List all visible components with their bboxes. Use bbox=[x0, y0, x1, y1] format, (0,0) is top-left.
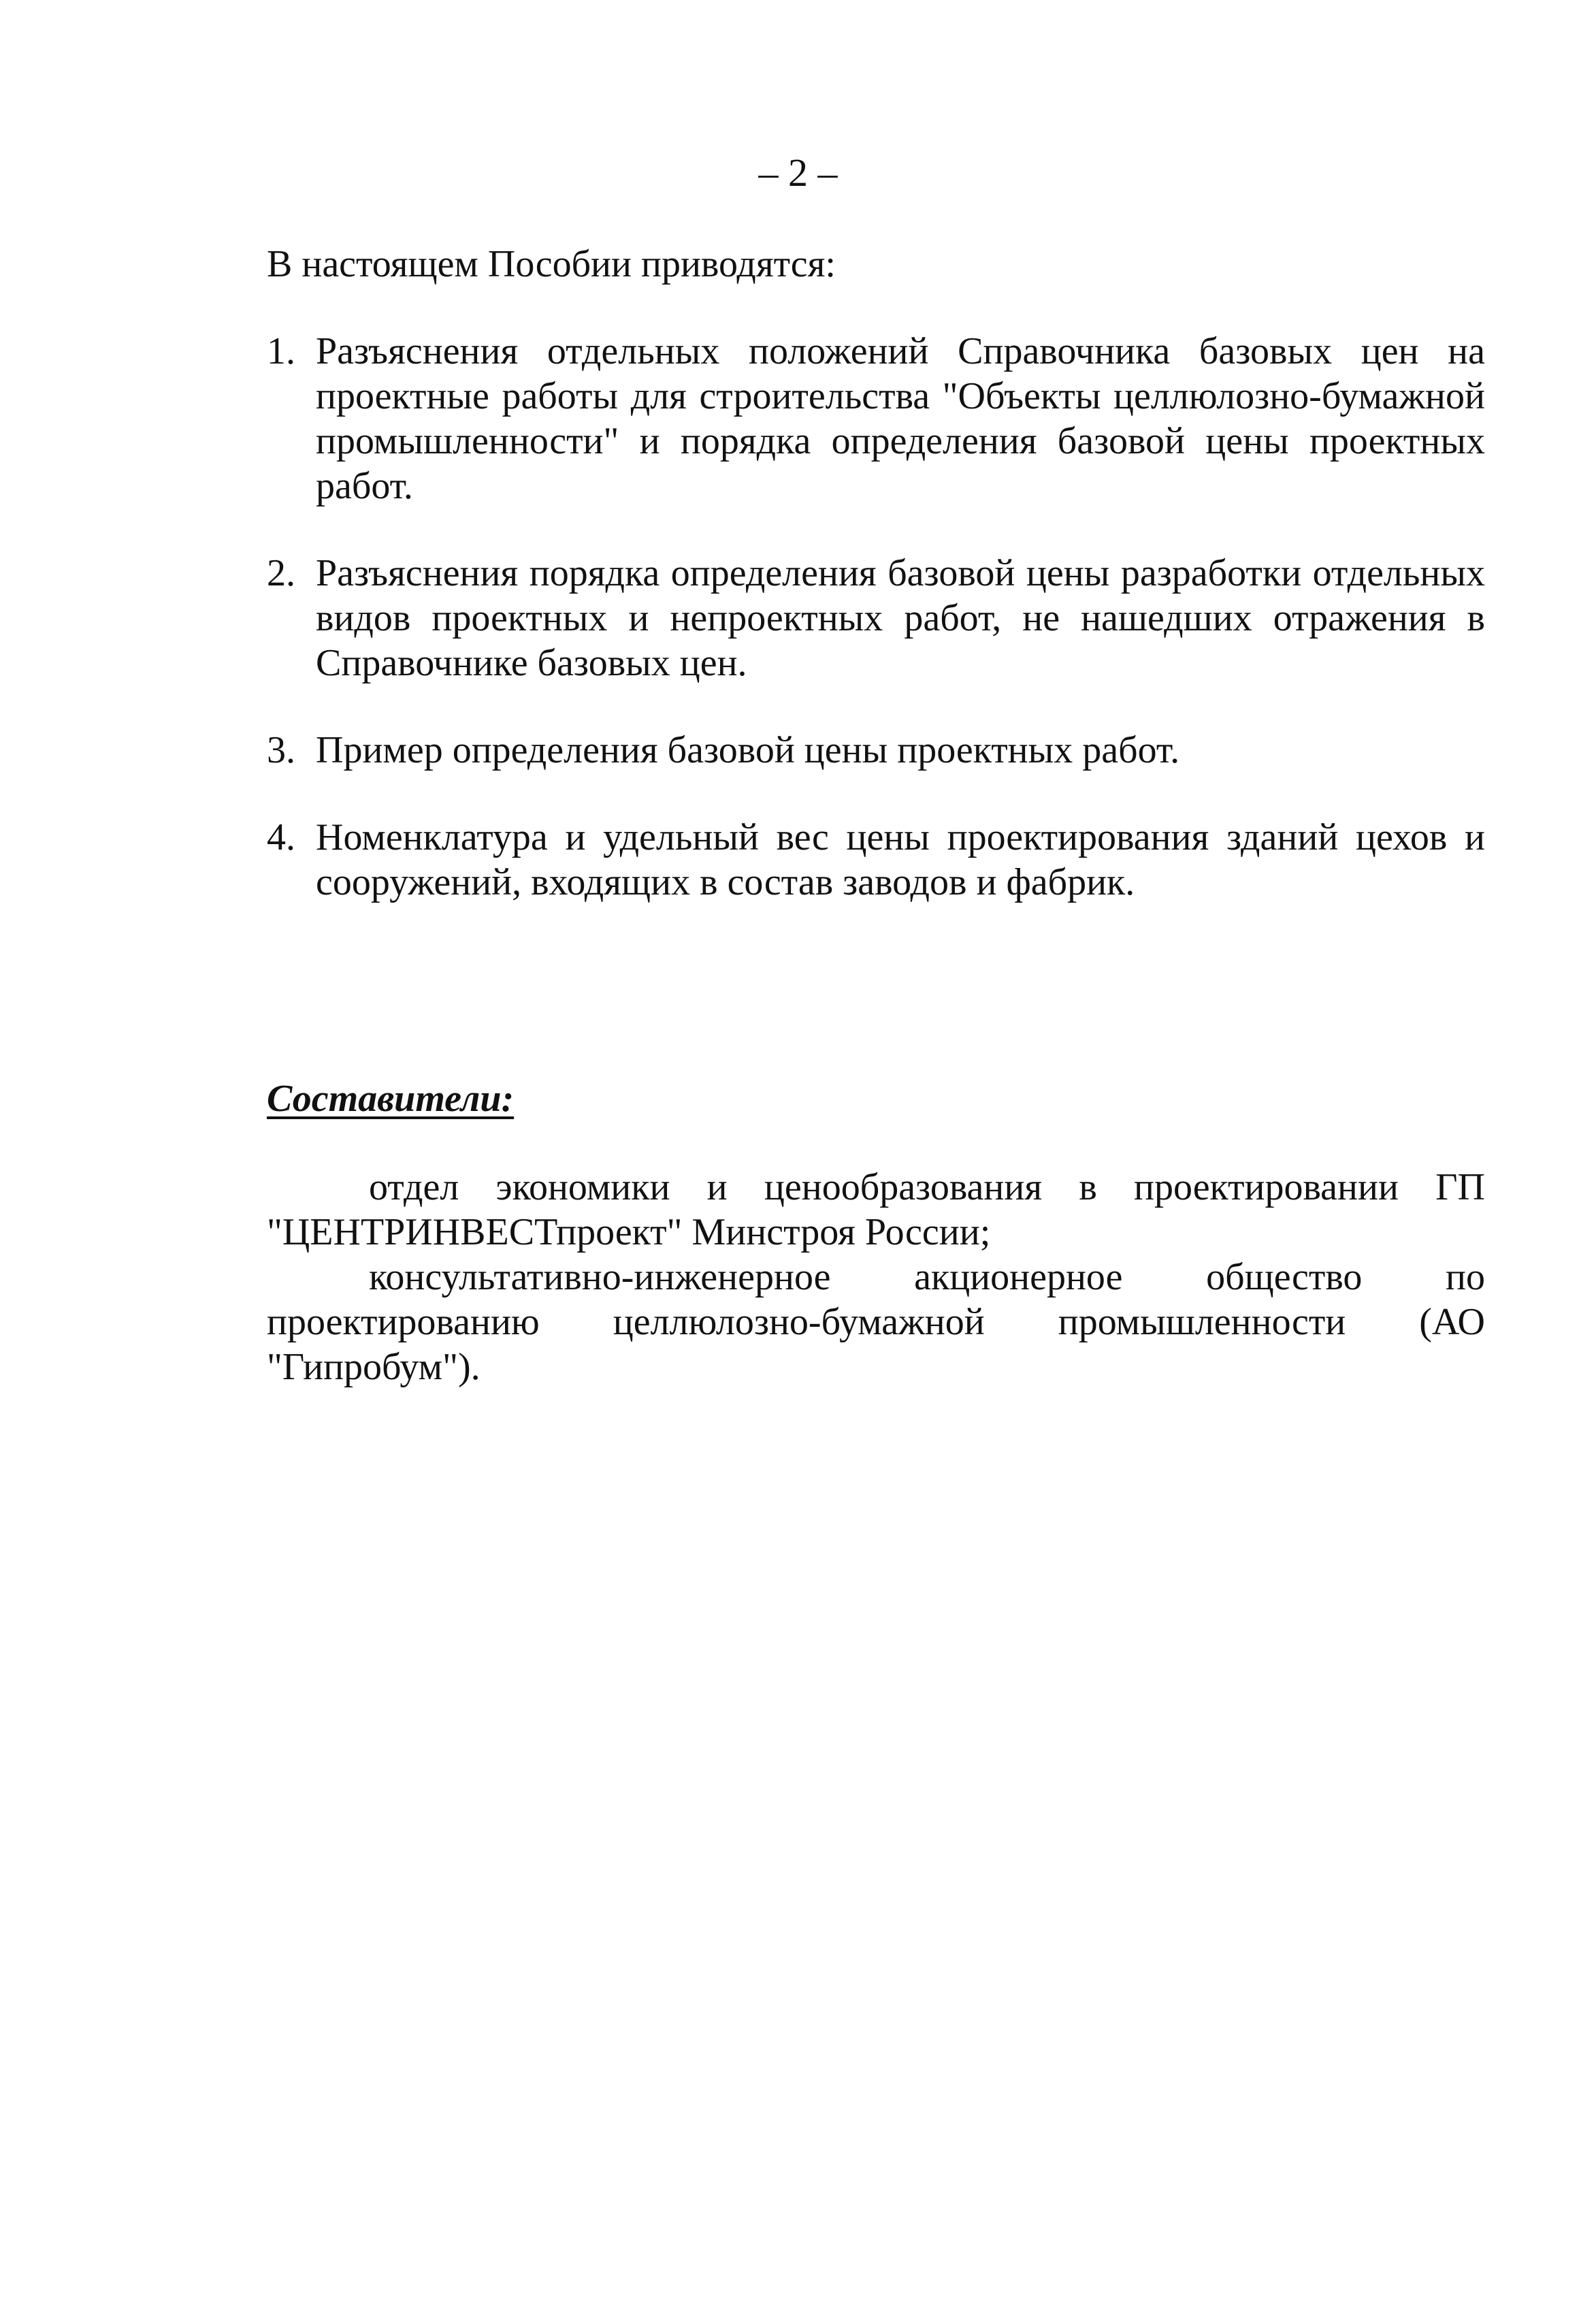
contents-list bbox=[267, 329, 1485, 905]
intro-text: В настоящем Пособии приводятся: bbox=[267, 243, 836, 285]
list-item bbox=[267, 728, 1485, 773]
list-item-text: Разъяснения порядка определения базовой цены разработки отдельных видов проектных и непроектных работ, не нашедших отражения в Справочнике базовых цен. bbox=[316, 552, 1485, 684]
list-item bbox=[267, 815, 1485, 905]
author-entry: отдел экономики и ценообразования в проектировании ГП "ЦЕНТРИНВЕСТпроект" Минстроя России; bbox=[267, 1166, 1485, 1253]
page-number: – 2 – bbox=[758, 150, 838, 195]
list-item-number: 2. bbox=[267, 552, 295, 594]
list-item-text: Номенклатура и удельный вес цены проектирования зданий цехов и сооружений, входящих в состав заводов и фабрик. bbox=[316, 816, 1485, 903]
author-entry: консультативно-инженерное акционерное общество по проектированию целлюлозно-бумажной промышленности (АО "Гипробум"). bbox=[267, 1256, 1485, 1388]
authors-heading: Составители: bbox=[267, 1078, 515, 1120]
list-item-number: 4. bbox=[267, 816, 295, 858]
list-item-number: 1. bbox=[267, 330, 295, 372]
list-item-text: Пример определения базовой цены проектных работ. bbox=[316, 729, 1180, 771]
list-item bbox=[267, 551, 1485, 686]
list-item-number: 3. bbox=[267, 729, 295, 771]
list-item bbox=[267, 329, 1485, 509]
list-item-text: Разъяснения отдельных положений Справочника базовых цен на проектные работы для строительства "Объекты целлюлозно-бумажной промышленности" и порядка определения базовой цены проектных работ. bbox=[316, 330, 1485, 507]
document-body bbox=[267, 242, 1485, 1389]
